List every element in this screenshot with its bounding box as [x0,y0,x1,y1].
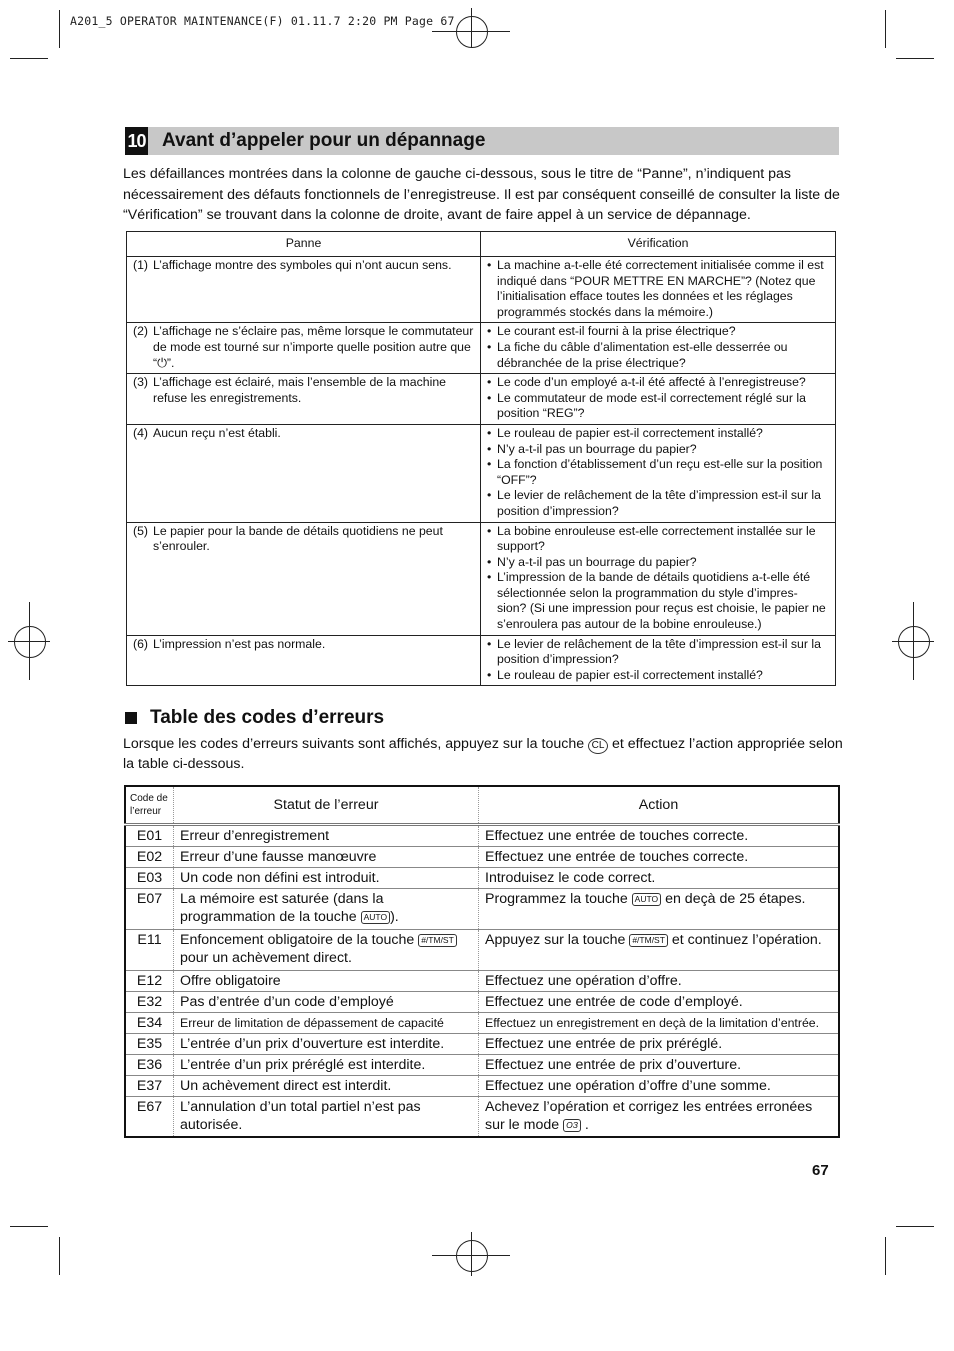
crop-mark [59,10,60,48]
error-code: E01 [125,825,174,847]
problem-text: Aucun reçu n’est établi. [153,425,281,440]
table-row [125,889,839,930]
row-number: (4) [133,425,149,440]
mode-icon: ОЗ [563,1119,581,1132]
column-header-check: Vérification [481,232,836,257]
error-code: E34 [125,1013,174,1034]
error-status: Pas d’entrée d’un code d’employé [174,992,479,1013]
crop-mark [59,1237,60,1275]
error-code: E37 [125,1076,174,1097]
error-status: Erreur de limitation de dépassement de capacité [174,1013,479,1034]
crop-mark [885,1237,886,1275]
power-icon: ⏻ [157,355,167,370]
error-status: Erreur d’une fausse manœuvre [174,847,479,868]
table-row [127,635,836,686]
error-action: Effectuez une entrée de code d’employé. [479,992,840,1013]
square-bullet-icon [125,712,137,724]
error-action: Effectuez une entrée de touches correcte. [479,847,840,868]
row-number: (1) [133,258,149,272]
table-row [127,522,836,635]
table-row [125,971,839,992]
crop-mark [885,10,886,48]
table-row [125,930,839,971]
column-header-problem: Panne [127,232,481,257]
table-row [125,992,839,1013]
error-action: Programmez la touche AUTO en deçà de 25 étapes. [479,889,840,930]
table-row [127,374,836,425]
problem-text: L’affichage montre des symboles qui n’ont aucun sens. [153,258,452,272]
error-status: La mémoire est saturée (dans la programmation de la touche AUTO ). [174,889,479,930]
check-item: • La machine a-t-elle été correctement initialisée comme il est indiqué dans “POUR METTRE EN MARCHE”? (Notez que l’initialisation efface toutes les données et les réglages programmés stockés dans la mémoire.) [487,258,829,320]
cl-key-icon: CL [588,738,608,754]
check-item: • N’y a-t-il pas un bourrage du papier? [487,442,829,458]
error-status: L’entrée d’un prix préréglé est interdite. [174,1055,479,1076]
check-item: • Le code d’un employé a-t-il été affecté à l’enregistreuse? [487,375,829,391]
check-item: • N’y a-t-il pas un bourrage du papier? [487,555,829,571]
error-code: E07 [125,889,174,930]
error-code: E03 [125,868,174,889]
check-item: • Le levier de relâchement de la tête d’impression est-il sur la position d’impression? [487,488,829,519]
column-header-action: Action [479,786,840,825]
table-row [125,1013,839,1034]
error-table-title: Table des codes d’erreurs [150,707,385,728]
problem-text: Le papier pour la bande de détails quotidiens ne peut s’enrouler. [153,523,443,554]
error-status: L’annulation d’un total partiel n’est pas autorisée. [174,1097,479,1137]
crop-mark [10,58,48,59]
error-action: Effectuez une opération d’offre. [479,971,840,992]
check-item: • La fiche du câble d’alimentation est-elle desserrée ou débranchée de la prise électrique? [487,340,829,371]
error-status: Erreur d’enregistrement [174,825,479,847]
table-row [125,1034,839,1055]
tmst-key-icon: #/TM/ST [418,934,457,947]
error-action: Effectuez une entrée de prix d’ouverture. [479,1055,840,1076]
check-item: • Le levier de relâchement de la tête d’impression est-il sur la position d’impression? [487,637,829,668]
error-code: E35 [125,1034,174,1055]
error-code: E02 [125,847,174,868]
error-status: Enfoncement obligatoire de la touche #/TM/ST pour un achèvement direct. [174,930,479,971]
table-row [125,1055,839,1076]
error-status: Un achèvement direct est interdit. [174,1076,479,1097]
table-row [125,868,839,889]
error-action: Achevez l’opération et corrigez les entrées erronées sur le mode ОЗ . [485,1099,813,1133]
check-item: • Le courant est-il fourni à la prise électrique? [487,324,829,340]
troubleshooting-table [126,231,836,686]
error-status: Offre obligatoire [174,971,479,992]
error-code-table [124,785,840,1138]
tmst-key-icon: #/TM/ST [629,934,668,947]
check-item: • Le rouleau de papier est-il correctement installé? [487,426,829,442]
auto-key-icon: AUTO [632,893,661,906]
table-row [125,1076,839,1097]
error-code: E32 [125,992,174,1013]
error-code: E12 [125,971,174,992]
error-code: E67 [125,1097,174,1137]
page-number: 67 [812,1162,829,1179]
column-header-code: Code de l’erreur [125,786,174,825]
print-header: A201_5 OPERATOR MAINTENANCE(F) 01.11.7 2:20 PM Page 67 [70,14,455,28]
problem-text: L’impression n’est pas normale. [153,636,326,651]
table-row [127,424,836,522]
crop-mark [896,58,934,59]
table-row [125,847,839,868]
error-action: Effectuez un enregistrement en deçà de la limitation d’entrée. [479,1013,840,1034]
section-title: Avant d’appeler pour un dépannage [162,130,486,151]
error-status: L’entrée d’un prix d’ouverture est interdite. [174,1034,479,1055]
error-action: Effectuez une entrée de touches correcte. [479,825,840,847]
row-number: (3) [133,375,149,390]
table-row [125,825,839,847]
section-intro: Les défaillances montrées dans la colonne de gauche ci-dessous, sous le titre de “Panne”, n’indiquent pas nécessairement des défauts fonctionnels de l’enregistreuse. Il est par conséquent conseillé de consulter la liste de “Vérification” se trouvant dans la colonne de droite, avant de faire appel à un service de dépannage. [123,166,840,223]
crop-mark [896,1226,934,1227]
column-header-status: Statut de l’erreur [174,786,479,825]
error-status: Un code non défini est introduit. [174,868,479,889]
row-number: (6) [133,636,149,651]
error-action: Effectuez une entrée de prix préréglé. [479,1034,840,1055]
check-item: • L’impression de la bande de détails quotidiens a-t-elle été sélectionnée selon la programmation du style d’impres- sion? (Si une impression pour reçus est choisie, le papier ne s’enroulera pas autour de la bobine enrouleuse.) [487,570,829,632]
check-item: • Le rouleau de papier est-il correctement installé? [487,668,829,684]
check-item: • La fonction d’établissement d’un reçu est-elle sur la position “OFF”? [487,457,829,488]
error-action: Introduisez le code correct. [479,868,840,889]
error-code: E11 [125,930,174,971]
table-row [125,1097,839,1137]
error-action: Effectuez une opération d’offre d’une somme. [479,1076,840,1097]
crop-mark [10,1226,48,1227]
row-number: (5) [133,523,149,538]
section-number: 10 [125,127,148,155]
row-number: (2) [133,324,149,339]
auto-key-icon: AUTO [361,911,390,924]
table-row [127,257,836,323]
problem-text: L’affichage ne s’éclaire pas, même lorsque le commutateur de mode est tourné sur n’importe quelle position autre que “⏻”. [153,324,474,370]
check-item: • La bobine enrouleuse est-elle correctement installée sur le support? [487,524,829,555]
error-code: E36 [125,1055,174,1076]
error-table-intro: Lorsque les codes d’erreurs suivants sont affichés, appuyez sur la touche CL et effectuez l’action appropriée selon la table ci-dessous. [123,736,843,772]
problem-text: L’affichage est éclairé, mais l’ensemble de la machine refuse les enregistrements. [153,375,447,405]
table-row [127,323,836,374]
error-action: Appuyez sur la touche #/TM/ST et continuez l’opération. [479,930,840,971]
check-item: • Le commutateur de mode est-il correctement réglé sur la position “REG”? [487,391,829,422]
